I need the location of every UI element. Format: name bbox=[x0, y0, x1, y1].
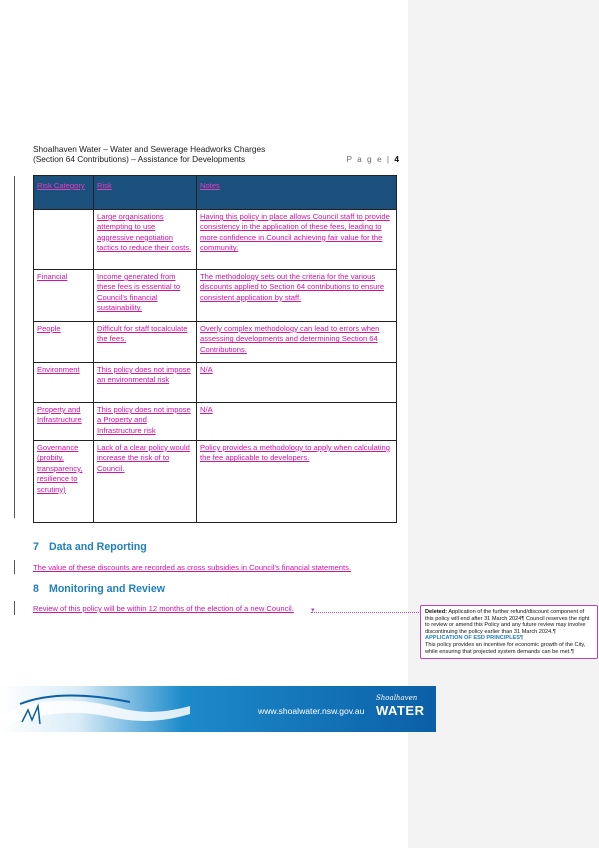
header-title-line1: Shoalhaven Water – Water and Sewerage Headworks Charges bbox=[33, 144, 266, 154]
balloon-label: Deleted: bbox=[425, 609, 448, 615]
notes-cell: The methodology sets out the criteria for the various discounts applied to Section 64 contributions to ensure consistent application by staff. bbox=[197, 270, 397, 322]
notes-cell: Policy provides a methodology to apply when calculating the fee applicable to developers. bbox=[197, 441, 397, 523]
balloon-heading: APPLICATION OF ESD PRINCIPLES¶ bbox=[425, 635, 524, 642]
section-heading-data-reporting: 7 Data and Reporting bbox=[33, 541, 147, 553]
risk-cell: Income generated from these fees is essential to Council's financial sustainability. bbox=[94, 270, 197, 322]
table-row bbox=[34, 441, 397, 523]
risk-category-cell: Environment bbox=[34, 363, 94, 403]
table-row bbox=[34, 363, 397, 403]
comment-anchor-icon[interactable]: ▾ bbox=[311, 607, 315, 614]
risk-cell: Lack of a clear policy would increase the risk of to Council. bbox=[94, 441, 197, 523]
notes-cell: N/A bbox=[197, 363, 397, 403]
wave-graphic bbox=[0, 686, 436, 732]
column-header: Notes bbox=[197, 176, 397, 210]
comment-connector bbox=[311, 612, 421, 613]
deleted-text-balloon[interactable] bbox=[420, 605, 598, 659]
shoalhaven-water-logo: Shoalhaven WATER bbox=[376, 694, 425, 718]
column-header: Risk Category bbox=[34, 176, 94, 210]
table-row bbox=[34, 210, 397, 270]
section-body-data-reporting: The value of these discounts are recorded as cross subsidies in Council's financial statements. bbox=[33, 563, 352, 572]
notes-cell: Overly complex methodology can lead to errors when assessing developments and determining Section 64 Contributions. bbox=[197, 322, 397, 363]
risk-category-cell: Financial bbox=[34, 270, 94, 322]
risk-cell: Difficult for staff tocalculate the fees. bbox=[94, 322, 197, 363]
markup-pane bbox=[408, 0, 599, 848]
table-row bbox=[34, 270, 397, 322]
risk-cell: Large organisations attempting to use aggressive negotiation tactics to reduce their costs. bbox=[94, 210, 197, 270]
table-row bbox=[34, 403, 397, 441]
notes-cell: N/A bbox=[197, 403, 397, 441]
page-number: P a g e | 4 bbox=[346, 154, 399, 164]
risk-cell: This policy does not impose a Property and Infrastructure risk bbox=[94, 403, 197, 441]
balloon-text: Application of the further refund/discount component of this policy will end after 31 March 2024¶ Council reserves the right to review or amend this Policy and any future review may involve discontinuing the policy earlier than 31 March 2024.¶ bbox=[425, 609, 590, 635]
risk-category-cell: Property and Infrastructure bbox=[34, 403, 94, 441]
page-header bbox=[33, 144, 399, 164]
notes-cell: Having this policy in place allows Council staff to provide consistency in the application of these fees, leading to more confidence in Council achieving fair value for the community. bbox=[197, 210, 397, 270]
risk-category-cell: Governance (probity, transparency, resilience to scrutiny) bbox=[34, 441, 94, 523]
risk-table bbox=[33, 175, 397, 523]
change-bar bbox=[14, 601, 15, 615]
balloon-text: This policy provides an incentive for economic growth of the City, while ensuring that projected system demands can be met.¶ bbox=[425, 641, 586, 655]
risk-cell: This policy does not impose an environmental risk bbox=[94, 363, 197, 403]
section-heading-monitoring-review: 8 Monitoring and Review bbox=[33, 583, 165, 595]
column-header: Risk bbox=[94, 176, 197, 210]
table-row bbox=[34, 322, 397, 363]
header-title-line2: (Section 64 Contributions) – Assistance for Developments bbox=[33, 154, 246, 164]
change-bar bbox=[14, 560, 15, 574]
table-header-row bbox=[34, 176, 397, 210]
section-body-monitoring-review: Review of this policy will be within 12 months of the election of a new Council. bbox=[33, 604, 294, 613]
website-link[interactable]: www.shoalwater.nsw.gov.au bbox=[258, 706, 365, 716]
risk-category-cell bbox=[34, 210, 94, 270]
change-bar bbox=[14, 176, 15, 518]
risk-category-cell: People bbox=[34, 322, 94, 363]
page-footer bbox=[0, 686, 436, 732]
